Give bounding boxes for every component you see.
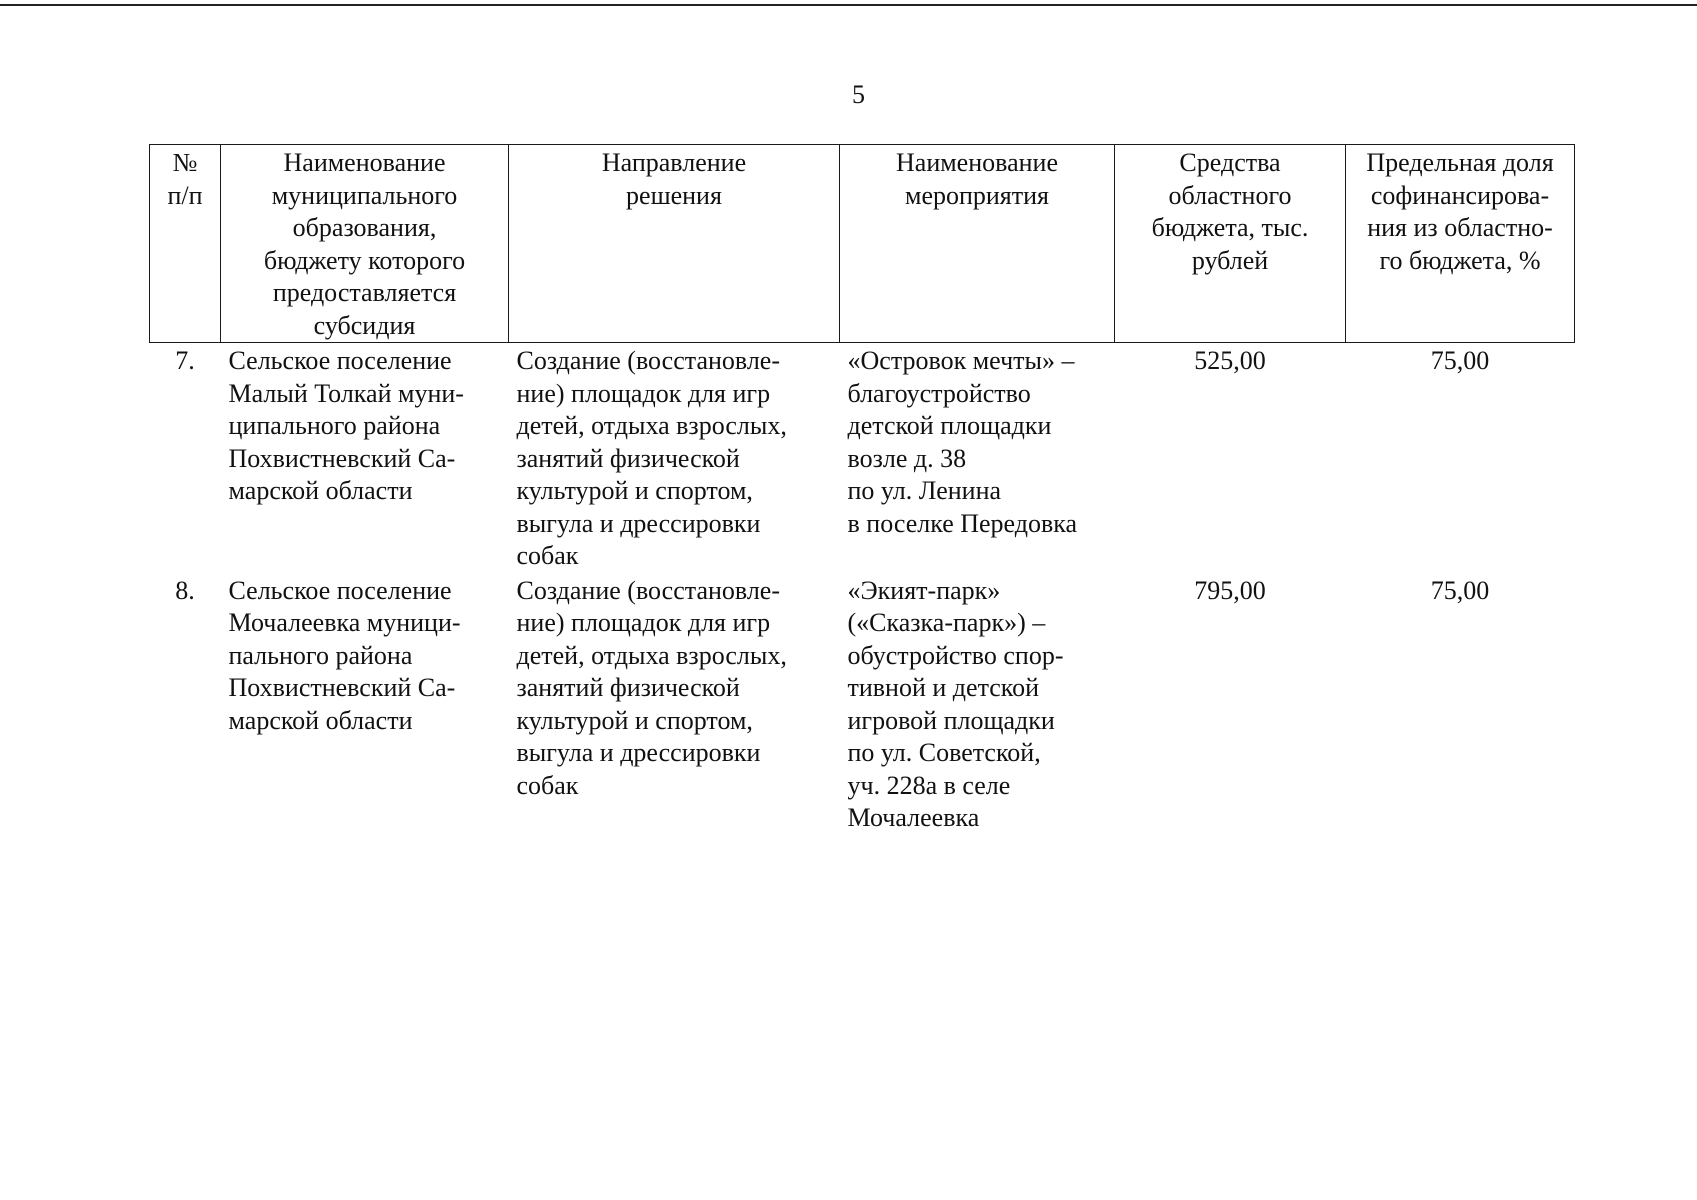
table-row	[150, 343, 1575, 573]
header-direction: Направление решения	[509, 145, 840, 343]
municipality-cell: Сельское поселение Мочалеевка муници- пального района Похвистневский Са- марской области	[228, 575, 461, 735]
event-cell: «Островок мечты» – благоустройство детской площадки возле д. 38 по ул. Ленина в поселке Передовка	[847, 346, 1078, 538]
subsidy-table	[149, 144, 1575, 835]
event-cell: «Экият-парк» («Сказка-парк») – обустройство спор- тивной и детской игровой площадки по ул. Советской, уч. 228а в селе Мочалеевка	[847, 575, 1064, 832]
header-row	[150, 145, 1575, 343]
header-funds: Средства областного бюджета, тыс. рублей	[1115, 145, 1346, 343]
share-cell: 75,00	[1430, 346, 1490, 375]
header-share: Предельная доля софинансирова- ния из областно- го бюджета, %	[1346, 145, 1575, 343]
direction-cell: Создание (восстановле- ние) площадок для игр детей, отдыха взрослых, занятий физической культурой и спортом, выгула и дрессировки собак	[516, 346, 787, 570]
page-number: 5	[852, 80, 865, 109]
top-border-line	[0, 4, 1697, 6]
funds-cell: 525,00	[1194, 346, 1266, 375]
row-number: 8.	[175, 575, 195, 605]
header-event: Наименование мероприятия	[840, 145, 1115, 343]
direction-cell: Создание (восстановле- ние) площадок для игр детей, отдыха взрослых, занятий физической культурой и спортом, выгула и дрессировки собак	[516, 575, 787, 800]
row-number: 7.	[175, 346, 195, 375]
header-municipality: Наименование муниципального образования, бюджету которого предоставляется субсидия	[221, 145, 509, 343]
municipality-cell: Сельское поселение Малый Толкай муни- ципального района Похвистневский Са- марской области	[228, 346, 464, 505]
funds-cell: 795,00	[1194, 575, 1266, 605]
table-row	[150, 573, 1575, 835]
table-header	[150, 145, 1575, 343]
header-number: № п/п	[150, 145, 221, 343]
share-cell: 75,00	[1430, 575, 1490, 605]
